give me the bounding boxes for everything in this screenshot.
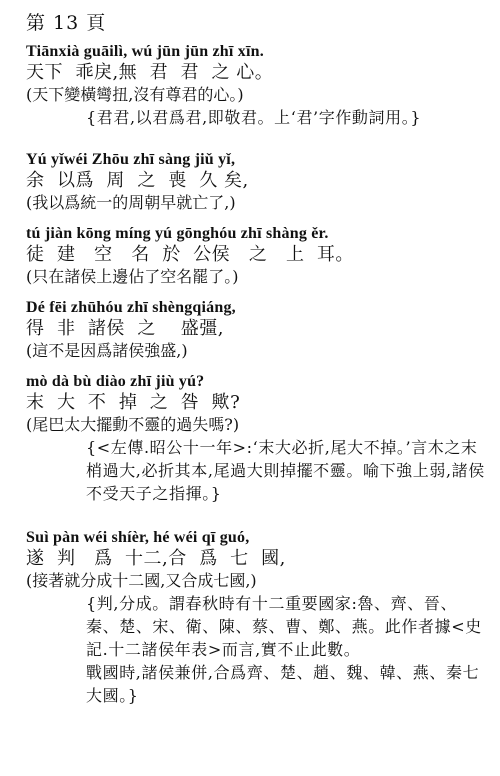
translation-line: (只在諸侯上邊佔了空名罷了。) [26,267,239,286]
pinyin-line: Yú yǐwéi Zhōu zhī sàng jiǔ yǐ, [26,151,236,168]
hanzi-line: 天下 乖戾,無 君 君 之 心。 [26,62,274,83]
verse-section-3 [26,224,486,288]
verse-section-5 [26,372,486,505]
pinyin-line: Dé fēi zhūhóu zhī shèngqiáng, [26,299,236,316]
verse-section-6 [26,528,486,707]
translation-line: (天下變橫彎扭,沒有尊君的心。) [26,85,244,104]
verse-section-2 [26,150,486,214]
pinyin-line: tú jiàn kōng míng yú gōnghóu zhī shàng ěr. [26,225,329,242]
hanzi-line: 遂 判 爲 十二,合 爲 七 國, [26,548,286,569]
verse-section-4 [26,298,486,362]
hanzi-line: 末 大 不 掉 之 咎 歟? [26,392,241,413]
verse-section-1 [26,42,486,129]
pinyin-line: Tiānxià guāilì, wú jūn jūn zhī xīn. [26,43,264,60]
hanzi-line: 徒 建 空 名 於 公侯 之 上 耳。 [26,244,354,265]
translation-line: (我以爲統一的周朝早就亡了,) [26,193,236,212]
annotation-note: {判,分成。謂春秋時有十二重要國家:魯、齊、晉、秦、楚、宋、衛、陳、蔡、曹、鄭、燕。此作者據<史記.十二諸侯年表>而言,實不止此數。 [86,594,482,659]
page-number-title: 第 13 頁 [26,12,107,34]
annotation-note: {君君,以君爲君,即敬君。上‘君’字作動詞用。} [86,108,422,127]
translation-line: (接著就分成十二國,又合成七國,) [26,571,257,590]
hanzi-line: 得 非 諸侯 之 盛彊, [26,318,224,339]
hanzi-line: 余 以爲 周 之 喪 久 矣, [26,170,249,191]
annotation-note: 戰國時,諸侯兼併,合爲齊、楚、趙、魏、韓、燕、秦七大國。} [86,663,480,705]
translation-line: (這不是因爲諸侯強盛,) [26,341,188,360]
pinyin-line: Suì pàn wéi shíèr, hé wéi qī guó, [26,529,250,546]
annotation-note: {<左傳.昭公十一年>:‘末大必折,尾大不掉。’言木之末梢過大,必折其本,尾過大則掉擺不靈。喻下強上弱,諸侯不受天子之指揮。} [86,438,485,503]
translation-line: (尾巴太大擺動不靈的過失嗎?) [26,415,240,434]
pinyin-line: mò dà bù diào zhī jiù yú? [26,373,205,390]
